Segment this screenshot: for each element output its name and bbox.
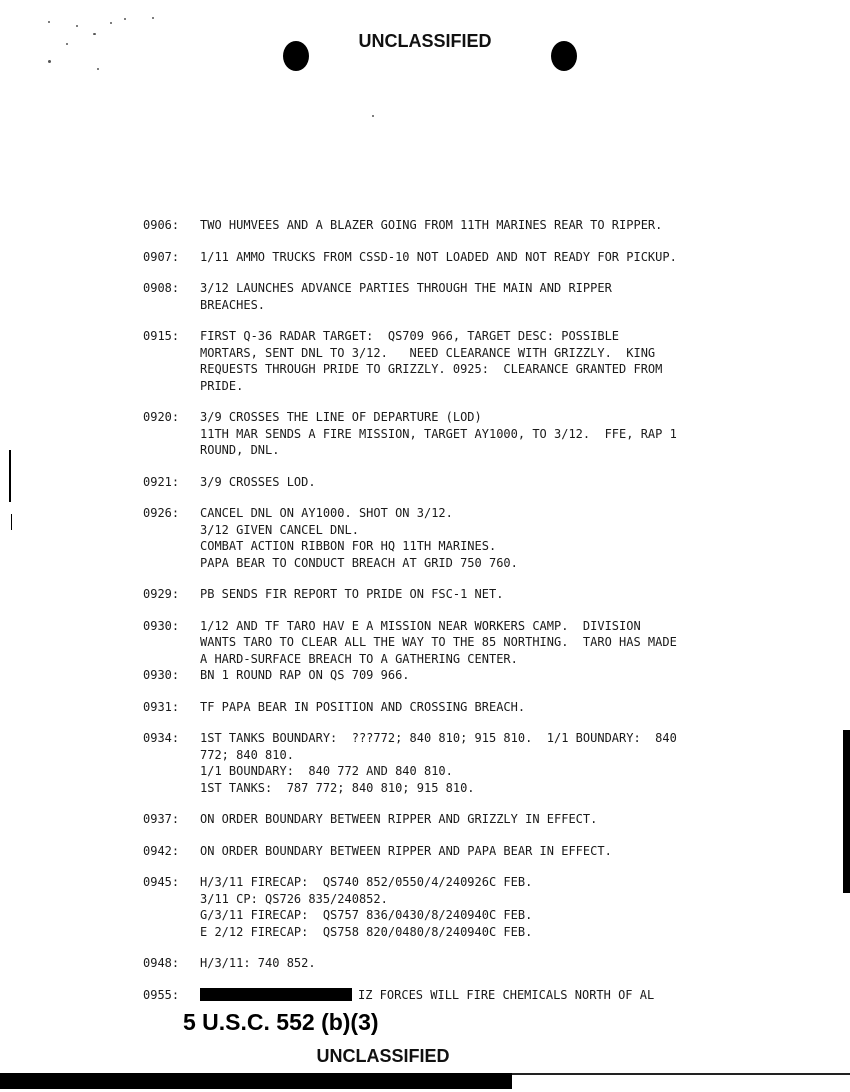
entry-text <box>200 811 743 828</box>
entry-line: A HARD-SURFACE BREACH TO A GATHERING CENTER. <box>200 651 518 666</box>
entry-line: 3/12 GIVEN CANCEL DNL. <box>200 522 359 537</box>
classification-header: UNCLASSIFIED <box>358 31 492 51</box>
entry-text <box>200 249 743 266</box>
log-entry <box>143 409 743 459</box>
entry-time: 0906: <box>143 218 180 232</box>
entry-line: MORTARS, SENT DNL TO 3/12. NEED CLEARANCE WITH GRIZZLY. KING <box>200 345 656 360</box>
entry-time: 0929: <box>143 587 180 601</box>
entry-line: 3/12 LAUNCHES ADVANCE PARTIES THROUGH THE MAIN AND RIPPER <box>200 281 612 295</box>
entry-text <box>200 328 743 394</box>
entry-text <box>200 730 743 796</box>
scan-speck <box>124 18 126 20</box>
entry-time: 0937: <box>143 812 180 826</box>
entry-line: 1/11 AMMO TRUCKS FROM CSSD-10 NOT LOADED AND NOT READY FOR PICKUP. <box>200 249 677 264</box>
entry-text <box>200 667 743 684</box>
entry-line: 1/1 BOUNDARY: 840 772 AND 840 810. <box>200 764 453 778</box>
entry-text <box>200 843 743 860</box>
log-entry <box>143 874 743 940</box>
entry-line: 772; 840 810. <box>200 747 294 762</box>
log-entry <box>143 618 743 668</box>
entry-line: 3/9 CROSSES LOD. <box>200 474 316 489</box>
entry-text <box>200 987 743 1004</box>
scan-edge-mark <box>11 514 12 530</box>
entry-line: FIRST Q-36 RADAR TARGET: QS709 966, TARGET DESC: POSSIBLE <box>200 329 620 343</box>
entry-line: E 2/12 FIRECAP: QS758 820/0480/8/240940C FEB. <box>200 924 533 939</box>
entry-text <box>200 217 743 234</box>
entry-line: 1ST TANKS BOUNDARY: ???772; 840 810; 915 810. 1/1 BOUNDARY: 840 <box>200 731 677 745</box>
entry-time: 0934: <box>143 731 180 745</box>
entry-time: 0921: <box>143 474 180 489</box>
log-entry <box>143 987 743 1004</box>
entry-line: 1/12 AND TF TARO HAV E A MISSION NEAR WORKERS CAMP. DIVISION <box>200 618 641 633</box>
log-entry <box>143 217 743 234</box>
entry-line: BN 1 ROUND RAP ON QS 709 966. <box>200 668 410 682</box>
entry-line: TWO HUMVEES AND A BLAZER GOING FROM 11TH MARINES REAR TO RIPPER. <box>200 218 663 232</box>
log-entry <box>143 699 743 716</box>
log-entry <box>143 328 743 394</box>
entry-line: PB SENDS FIR REPORT TO PRIDE ON FSC-1 NET. <box>200 587 504 601</box>
entry-text <box>200 699 743 716</box>
entry-line-text: IZ FORCES WILL FIRE CHEMICALS NORTH OF AL <box>358 987 655 1002</box>
entry-text <box>200 618 743 668</box>
entry-time: 0907: <box>143 249 180 264</box>
entry-line: WANTS TARO TO CLEAR ALL THE WAY TO THE 85 NORTHING. TARO HAS MADE <box>200 635 677 649</box>
entry-line: 11TH MAR SENDS A FIRE MISSION, TARGET AY1000, TO 3/12. FFE, RAP 1 <box>200 426 677 441</box>
entry-text <box>200 955 743 972</box>
punch-hole-left <box>283 41 309 71</box>
entry-time: 0915: <box>143 329 180 343</box>
entry-line: BREACHES. <box>200 297 266 312</box>
scan-speck <box>372 115 374 117</box>
entry-line: ON ORDER BOUNDARY BETWEEN RIPPER AND GRIZZLY IN EFFECT. <box>200 812 598 826</box>
classification-footer: UNCLASSIFIED <box>316 1046 450 1066</box>
entry-line: REQUESTS THROUGH PRIDE TO GRIZZLY. 0925: CLEARANCE GRANTED FROM <box>200 362 663 376</box>
entry-time: 0955: <box>143 987 180 1002</box>
entry-line: CANCEL DNL ON AY1000. SHOT ON 3/12. <box>200 506 453 520</box>
entry-text <box>200 280 743 313</box>
entry-line: 3/11 CP: QS726 835/240852. <box>200 891 388 906</box>
entry-line: H/3/11 FIRECAP: QS740 852/0550/4/240926C FEB. <box>200 875 533 889</box>
redaction-box <box>200 988 352 1001</box>
entry-time: 0920: <box>143 410 180 424</box>
entry-time: 0908: <box>143 281 180 295</box>
punch-hole-right <box>551 41 577 71</box>
scan-speck <box>110 22 112 24</box>
entry-time: 0945: <box>143 875 180 889</box>
entry-time: 0930: <box>143 668 180 682</box>
log-entry <box>143 730 743 796</box>
scan-edge-mark <box>843 730 850 893</box>
entry-line: COMBAT ACTION RIBBON FOR HQ 11TH MARINES. <box>200 539 497 553</box>
entry-text <box>200 409 743 459</box>
entry-line: PRIDE. <box>200 378 244 393</box>
entry-line: 3/9 CROSSES THE LINE OF DEPARTURE (LOD) <box>200 410 482 424</box>
log-entry <box>143 280 743 313</box>
entry-time: 0931: <box>143 699 180 714</box>
entry-line: 1ST TANKS: 787 772; 840 810; 915 810. <box>200 780 475 795</box>
entry-text <box>200 505 743 571</box>
scan-speck <box>152 17 154 19</box>
entry-line: H/3/11: 740 852. <box>200 956 316 970</box>
entry-text <box>200 474 743 491</box>
log-entry <box>143 505 743 571</box>
entry-time: 0926: <box>143 506 180 520</box>
entry-line: PAPA BEAR TO CONDUCT BREACH AT GRID 750 760. <box>200 555 518 570</box>
entry-time: 0942: <box>143 843 180 858</box>
log-entry <box>143 249 743 266</box>
log-entry <box>143 586 743 603</box>
entry-line: TF PAPA BEAR IN POSITION AND CROSSING BREACH. <box>200 699 526 714</box>
entry-text <box>200 586 743 603</box>
scan-speck <box>97 68 99 70</box>
scan-edge-mark <box>9 450 11 502</box>
log-entry <box>143 955 743 972</box>
scan-bottom-bar <box>0 1073 512 1089</box>
scan-speck <box>48 21 50 23</box>
log-entry <box>143 474 743 491</box>
entry-line <box>200 987 743 1004</box>
log-entry <box>143 811 743 828</box>
entry-time: 0948: <box>143 956 180 970</box>
entry-text <box>200 874 743 940</box>
entry-line: ON ORDER BOUNDARY BETWEEN RIPPER AND PAPA BEAR IN EFFECT. <box>200 843 612 858</box>
log-entry <box>143 843 743 860</box>
entry-line: G/3/11 FIRECAP: QS757 836/0430/8/240940C FEB. <box>200 908 533 922</box>
scan-speck <box>76 25 78 27</box>
scan-speck <box>48 60 51 63</box>
log-entry <box>143 667 743 684</box>
log-entries <box>143 217 743 1003</box>
entry-time: 0930: <box>143 618 180 633</box>
entry-line: ROUND, DNL. <box>200 443 280 457</box>
foia-exemption-stamp: 5 U.S.C. 552 (b)(3) <box>183 1009 379 1035</box>
